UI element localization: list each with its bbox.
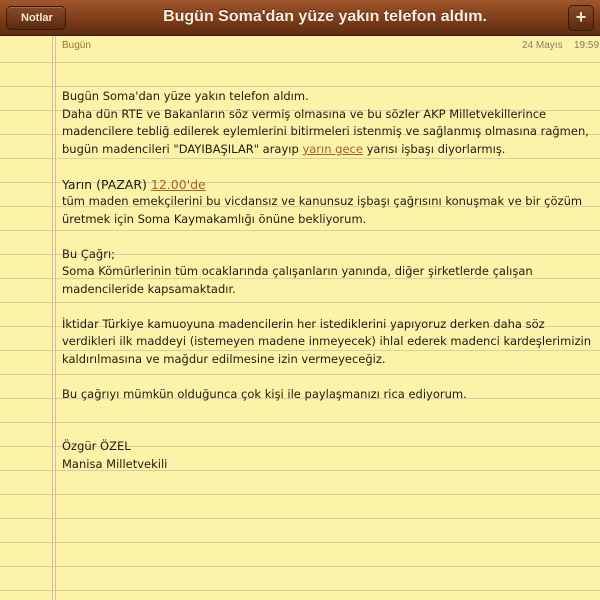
note-line: kaldırılmasına ve mağdur edilmesine izin vermeyeceğiz. bbox=[62, 351, 386, 366]
note-text: yarısı işbaşı diyorlarmış. bbox=[362, 141, 506, 156]
note-text: Yarın (PAZAR) bbox=[62, 176, 151, 192]
signature-title: Manisa Milletvekili bbox=[62, 456, 168, 471]
note-text: bugün madencileri "DAYIBAŞILAR" arayıp bbox=[62, 141, 303, 156]
notes-back-button[interactable]: Notlar bbox=[6, 6, 66, 30]
note-date: 24 Mayıs bbox=[522, 40, 563, 51]
time-link[interactable]: 12.00'de bbox=[150, 176, 206, 192]
title-bar bbox=[0, 0, 600, 36]
note-body[interactable] bbox=[62, 88, 592, 473]
note-line: üretmek için Soma Kaymakamlığı önüne bekliyorum. bbox=[62, 211, 367, 226]
note-line: madencileride kapsamaktadır. bbox=[62, 281, 236, 296]
date-link[interactable]: yarın gece bbox=[302, 141, 363, 156]
note-line: madencilere tebliğ edilerek eylemlerini bitirmeleri istenmiş ve sağlanmış olmasına rağmen, bbox=[62, 124, 589, 138]
note-line bbox=[62, 176, 592, 194]
note-title: Bugün Soma'dan yüze yakın telefon aldım. bbox=[163, 8, 487, 25]
add-note-button[interactable]: + bbox=[568, 5, 594, 31]
note-time: 19:59 bbox=[574, 40, 600, 51]
note-line: tüm maden emekçilerini bu vicdansız ve kanunsuz işbaşı çağrısını konuşmak ve bir çözüm bbox=[62, 194, 583, 208]
margin-line-inner bbox=[55, 36, 56, 600]
note-line: Soma Kömürlerinin tüm ocaklarında çalışanların yanında, diğer şirketlerde çalışan bbox=[62, 264, 533, 278]
note-line: İktidar Türkiye kamuoyuna madencilerin her istediklerini yapıyoruz derken daha söz bbox=[62, 316, 545, 331]
note-line: Bu çağrıyı mümkün olduğunca çok kişi ile paylaşmanızı rica ediyorum. bbox=[62, 386, 467, 401]
note-line: Bugün Soma'dan yüze yakın telefon aldım. bbox=[62, 89, 309, 103]
margin-line bbox=[52, 36, 53, 600]
note-line: Daha dün RTE ve Bakanların söz vermiş olmasına ve bu sözler AKP Milletvekillerince bbox=[62, 106, 547, 121]
signature-name: Özgür ÖZEL bbox=[62, 439, 131, 453]
note-line: Bu Çağrı; bbox=[62, 246, 116, 261]
note-day-label: Bugün bbox=[62, 40, 91, 51]
note-line bbox=[62, 141, 592, 159]
note-line: verdikleri ilk maddeyi (istemeyen madene inmeyecek) ihlal ederek madenci kardeşlerimizin bbox=[62, 334, 592, 348]
